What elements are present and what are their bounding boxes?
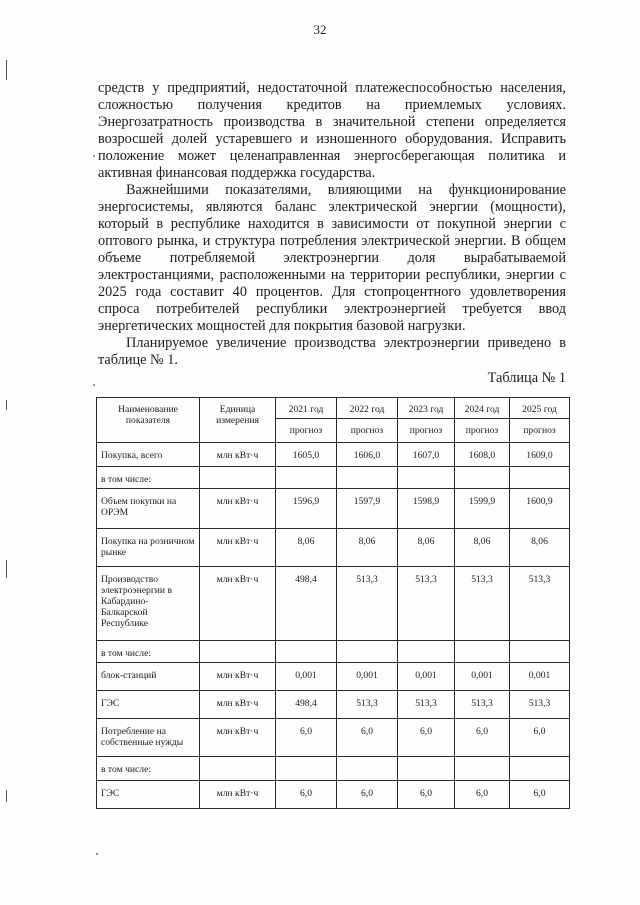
scan-margin-mark bbox=[6, 560, 7, 578]
paragraph-2: Важнейшими показателями, влияющими на функционирование энергосистемы, являются баланс электрической энергии (мощности), который в республике находится в зависимости от покупной энергии с оптового рынка, и структура потребления электрической энергии. В общем объеме потребляемой электроэнергии доля вырабатываемой электростанциями, расположенными на территории республики, энергии с 2025 года составит 40 процентов. Для стопроцентного удовлетворения спроса потребителей республики электроэнергией требуется ввод энергетических мощностей для покрытия базовой нагрузки. bbox=[98, 182, 566, 334]
subheader-forecast: прогноз bbox=[337, 419, 398, 443]
cell-value: 8,06 bbox=[276, 529, 337, 567]
row-unit bbox=[200, 641, 276, 663]
cell-value: 6,0 bbox=[276, 781, 337, 809]
cell-value: 6,0 bbox=[337, 719, 398, 757]
cell-value: 498,4 bbox=[276, 691, 337, 719]
header-year-2023: 2023 год bbox=[398, 398, 455, 419]
cell-value: 1597,9 bbox=[337, 489, 398, 529]
row-unit: млн кВт·ч bbox=[200, 443, 276, 467]
table-row bbox=[97, 567, 570, 641]
cell-value bbox=[455, 757, 510, 781]
cell-value: 513,3 bbox=[337, 567, 398, 641]
row-unit: млн кВт·ч bbox=[200, 663, 276, 691]
cell-value bbox=[337, 757, 398, 781]
cell-value: 1599,9 bbox=[455, 489, 510, 529]
cell-value: 513,3 bbox=[510, 567, 570, 641]
cell-value: 8,06 bbox=[455, 529, 510, 567]
row-unit: млн кВт·ч bbox=[200, 719, 276, 757]
cell-value bbox=[337, 467, 398, 489]
cell-value: 8,06 bbox=[398, 529, 455, 567]
cell-value: 0,001 bbox=[455, 663, 510, 691]
scan-margin-mark bbox=[6, 790, 7, 802]
row-name: Покупка на розничном рынке bbox=[97, 529, 200, 567]
header-indicator-name: Наименование показателя bbox=[97, 398, 200, 443]
cell-value: 1607,0 bbox=[398, 443, 455, 467]
cell-value: 6,0 bbox=[276, 719, 337, 757]
scan-margin-mark bbox=[6, 400, 7, 410]
cell-value: 6,0 bbox=[510, 781, 570, 809]
table-row bbox=[97, 529, 570, 567]
cell-value: 6,0 bbox=[398, 719, 455, 757]
table-row bbox=[97, 663, 570, 691]
cell-value: 6,0 bbox=[398, 781, 455, 809]
cell-value: 8,06 bbox=[510, 529, 570, 567]
cell-value bbox=[398, 641, 455, 663]
cell-value: 513,3 bbox=[510, 691, 570, 719]
row-name: ГЭС bbox=[97, 691, 200, 719]
row-unit bbox=[200, 467, 276, 489]
cell-value: 1596,9 bbox=[276, 489, 337, 529]
scan-dot bbox=[93, 155, 95, 157]
cell-value bbox=[276, 757, 337, 781]
table-row bbox=[97, 641, 570, 663]
cell-value: 513,3 bbox=[398, 567, 455, 641]
cell-value: 1600,9 bbox=[510, 489, 570, 529]
table-row bbox=[97, 467, 570, 489]
cell-value bbox=[398, 467, 455, 489]
cell-value: 0,001 bbox=[337, 663, 398, 691]
header-year-2021: 2021 год bbox=[276, 398, 337, 419]
cell-value: 0,001 bbox=[398, 663, 455, 691]
cell-value: 0,001 bbox=[276, 663, 337, 691]
table-row bbox=[97, 719, 570, 757]
cell-value bbox=[455, 641, 510, 663]
cell-value: 513,3 bbox=[337, 691, 398, 719]
cell-value: 8,06 bbox=[337, 529, 398, 567]
subheader-forecast: прогноз bbox=[398, 419, 455, 443]
cell-value: 6,0 bbox=[455, 781, 510, 809]
table-header-row bbox=[97, 398, 570, 419]
cell-value: 6,0 bbox=[510, 719, 570, 757]
cell-value: 513,3 bbox=[455, 567, 510, 641]
header-year-2022: 2022 год bbox=[337, 398, 398, 419]
page-number: 32 bbox=[313, 22, 327, 37]
row-name: Покупка, всего bbox=[97, 443, 200, 467]
row-unit bbox=[200, 757, 276, 781]
row-name: в том числе: bbox=[97, 467, 200, 489]
cell-value: 1598,9 bbox=[398, 489, 455, 529]
row-name: в том числе: bbox=[97, 641, 200, 663]
header-unit: Единица измерения bbox=[200, 398, 276, 443]
header-year-2025: 2025 год bbox=[510, 398, 570, 419]
cell-value bbox=[510, 467, 570, 489]
paragraph-3: Планируемое увеличение производства электроэнергии приведено в таблице № 1. bbox=[98, 335, 566, 368]
row-name: ГЭС bbox=[97, 781, 200, 809]
cell-value bbox=[510, 757, 570, 781]
cell-value bbox=[337, 641, 398, 663]
table-row bbox=[97, 489, 570, 529]
cell-value: 1609,0 bbox=[510, 443, 570, 467]
table-row bbox=[97, 757, 570, 781]
cell-value: 498,4 bbox=[276, 567, 337, 641]
energy-balance-table bbox=[96, 397, 570, 809]
cell-value bbox=[455, 467, 510, 489]
paragraph-1: средств у предприятий, недостаточной платежеспособностью населения, сложностью получения кредитов на приемлемых условиях. Энергозатратность производства в значительной степени определяется возросшей долей устаревшего и изношенного оборудования. Исправить положение может целенаправленная энергосберегающая политика и активная финансовая поддержка государства. bbox=[98, 80, 566, 181]
row-unit: млн кВт·ч bbox=[200, 781, 276, 809]
table-row bbox=[97, 443, 570, 467]
subheader-forecast: прогноз bbox=[510, 419, 570, 443]
row-unit: млн кВт·ч bbox=[200, 567, 276, 641]
cell-value bbox=[510, 641, 570, 663]
table-caption: Таблица № 1 bbox=[487, 370, 566, 386]
cell-value: 1606,0 bbox=[337, 443, 398, 467]
row-name: Объем покупки на ОРЭМ bbox=[97, 489, 200, 529]
row-unit: млн кВт·ч bbox=[200, 529, 276, 567]
header-year-2024: 2024 год bbox=[455, 398, 510, 419]
table-row bbox=[97, 781, 570, 809]
row-name: Потребление на собственные нужды bbox=[97, 719, 200, 757]
cell-value: 0,001 bbox=[510, 663, 570, 691]
cell-value: 513,3 bbox=[398, 691, 455, 719]
row-name: блок-станций bbox=[97, 663, 200, 691]
scan-margin-mark bbox=[6, 60, 7, 80]
row-unit: млн кВт·ч bbox=[200, 489, 276, 529]
cell-value: 6,0 bbox=[455, 719, 510, 757]
cell-value: 1605,0 bbox=[276, 443, 337, 467]
cell-value: 6,0 bbox=[337, 781, 398, 809]
cell-value bbox=[398, 757, 455, 781]
row-name: Производство электроэнергии в Кабардино-Балкарской Республике bbox=[97, 567, 200, 641]
subheader-forecast: прогноз bbox=[276, 419, 337, 443]
row-unit: млн кВт·ч bbox=[200, 691, 276, 719]
scan-dot bbox=[93, 384, 95, 386]
cell-value: 513,3 bbox=[455, 691, 510, 719]
subheader-forecast: прогноз bbox=[455, 419, 510, 443]
scan-dot bbox=[96, 853, 98, 855]
cell-value bbox=[276, 641, 337, 663]
body-text bbox=[98, 80, 566, 369]
cell-value bbox=[276, 467, 337, 489]
cell-value: 1608,0 bbox=[455, 443, 510, 467]
row-name: в том числе: bbox=[97, 757, 200, 781]
table-row bbox=[97, 691, 570, 719]
